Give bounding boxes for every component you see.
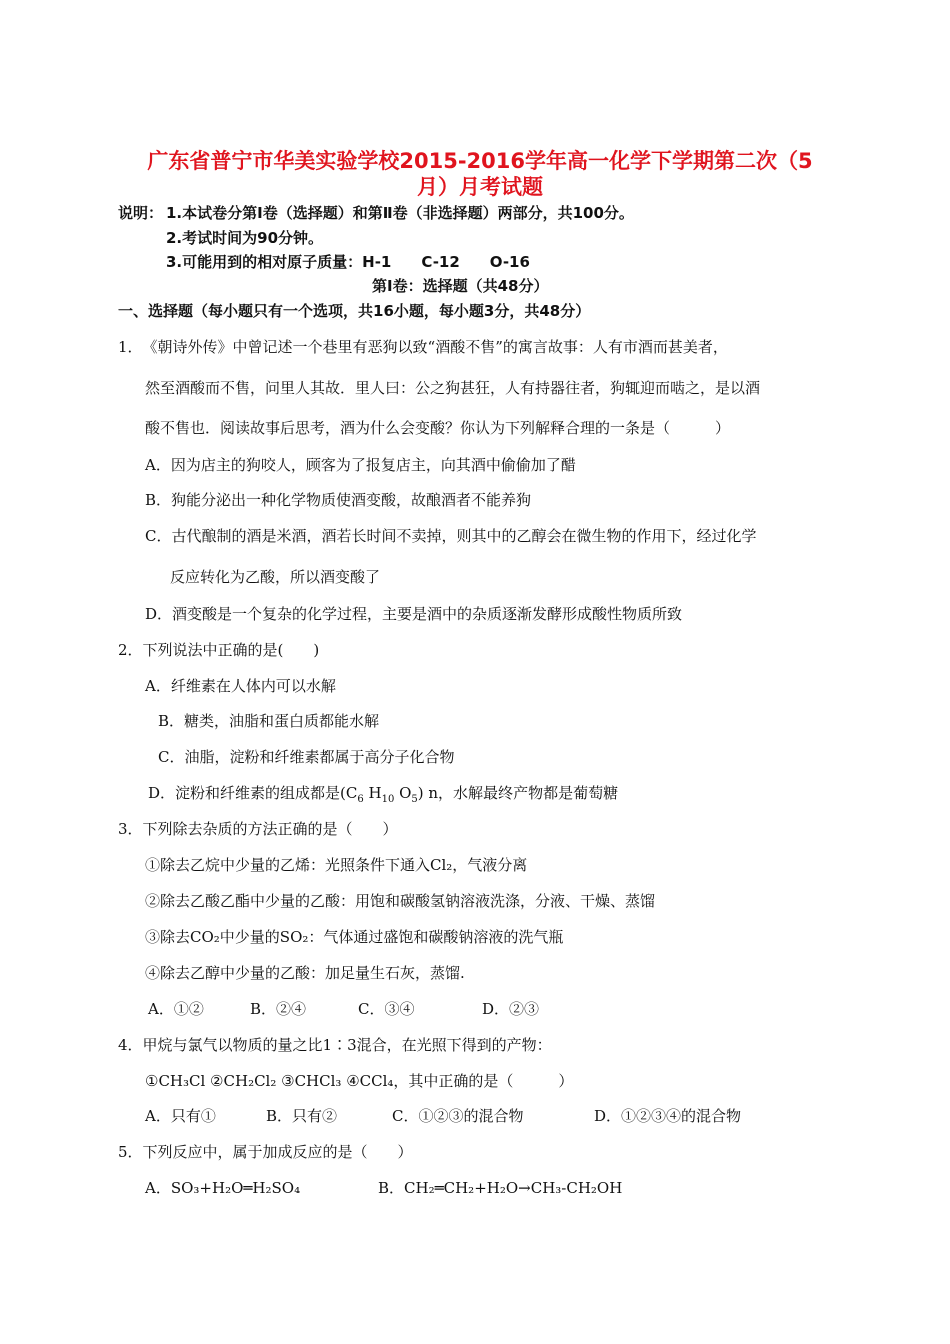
- notes-label: 说明：: [118, 204, 164, 222]
- q2-option-d: [148, 782, 618, 805]
- q1-option-a: A．因为店主的狗咬人，顾客为了报复店主，向其酒中偷偷加了醋: [145, 456, 576, 474]
- q4-stem: 4．甲烷与氯气以物质的量之比1∶3混合，在光照下得到的产物：: [118, 1036, 552, 1054]
- q2-d-text-post: ) n，水解最终产物都是葡萄糖: [417, 784, 619, 802]
- exam-title-line2: 月）月考试题: [417, 175, 543, 199]
- q5-stem: 5．下列反应中，属于加成反应的是（ ）: [118, 1143, 413, 1161]
- section-title: 第Ⅰ卷：选择题（共48分）: [372, 277, 549, 295]
- q2-d-sub-6: 6: [357, 794, 364, 805]
- q2-stem: 2．下列说法中正确的是( ): [118, 641, 320, 659]
- q2-d-sub-5: 5: [411, 794, 418, 805]
- q3-stem: 3．下列除去杂质的方法正确的是（ ）: [118, 820, 398, 838]
- exam-title-line1: 广东省普宁市华美实验学校2015-2016学年高一化学下学期第二次（5: [147, 149, 813, 173]
- note-2: 2.考试时间为90分钟。: [166, 229, 324, 247]
- q2-option-b: B．糖类，油脂和蛋白质都能水解: [158, 712, 380, 730]
- q1-option-b: B．狗能分泌出一种化学物质使酒变酸，故酿酒者不能养狗: [145, 491, 532, 509]
- q4-items: ①CH₃Cl ②CH₂Cl₂ ③CHCl₃ ④CCl₄，其中正确的是（ ）: [145, 1072, 574, 1090]
- q1-stem-line1: 1． 《朝诗外传》中曾记述一个巷里有恶狗以致“酒酸不售”的寓言故事：人有市酒而甚美者，: [118, 338, 728, 356]
- q2-d-text-h: H: [363, 784, 382, 802]
- q3-item-3: ③除去CO₂中少量的SO₂：气体通过盛饱和碳酸钠溶液的洗气瓶: [145, 928, 564, 946]
- q1-option-c-line2: 反应转化为乙酸，所以酒变酸了: [170, 568, 381, 586]
- q5-option-b: B．CH₂═CH₂+H₂O→CH₃-CH₂OH: [378, 1179, 623, 1197]
- q1-option-d: D．酒变酸是一个复杂的化学过程，主要是酒中的杂质逐渐发酵形成酸性物质所致: [145, 605, 683, 623]
- q1-option-c-line1: C．古代酿制的酒是米酒，酒若长时间不卖掉，则其中的乙醇会在微生物的作用下，经过化学: [145, 527, 757, 545]
- q3-option-c: C．③④: [358, 1000, 415, 1018]
- q3-item-2: ②除去乙酸乙酯中少量的乙酸：用饱和碳酸氢钠溶液洗涤，分液、干燥、蒸馏: [145, 892, 656, 910]
- q1-stem-line3: 酸不售也．阅读故事后思考，酒为什么会变酸？你认为下列解释合理的一条是（ ）: [145, 419, 731, 437]
- q2-option-c: C．油脂，淀粉和纤维素都属于高分子化合物: [158, 748, 455, 766]
- q3-item-4: ④除去乙醇中少量的乙酸：加足量生石灰，蒸馏.: [145, 964, 465, 982]
- q2-d-text-o: O: [394, 784, 412, 802]
- q3-option-b: B．②④: [250, 1000, 307, 1018]
- note-3: 3.可能用到的相对原子质量：H-1 C-12 O-16: [166, 253, 530, 271]
- q4-option-d: D．①②③④的混合物: [594, 1107, 742, 1125]
- q2-d-text-pre: D．淀粉和纤维素的组成都是(C: [148, 784, 358, 802]
- q5-option-a: A．SO₃+H₂O═H₂SO₄: [145, 1179, 301, 1197]
- q1-stem-line2: 然至酒酸而不售，问里人其故．里人曰：公之狗甚狂，人有持器往者，狗辄迎而啮之，是以酒: [145, 379, 761, 397]
- q3-option-a: A．①②: [148, 1000, 204, 1018]
- q2-option-a: A．纤维素在人体内可以水解: [145, 677, 336, 695]
- q2-d-sub-10: 10: [381, 794, 395, 805]
- q4-option-a: A．只有①: [145, 1107, 216, 1125]
- q4-option-c: C．①②③的混合物: [392, 1107, 524, 1125]
- part-one-heading: 一、选择题（每小题只有一个选项，共16小题，每小题3分，共48分）: [118, 302, 591, 320]
- q3-option-d: D．②③: [482, 1000, 540, 1018]
- note-1: 1.本试卷分第Ⅰ卷（选择题）和第Ⅱ卷（非选择题）两部分，共100分。: [166, 204, 634, 222]
- q4-option-b: B．只有②: [266, 1107, 338, 1125]
- q3-item-1: ①除去乙烷中少量的乙烯：光照条件下通入Cl₂，气液分离: [145, 856, 528, 874]
